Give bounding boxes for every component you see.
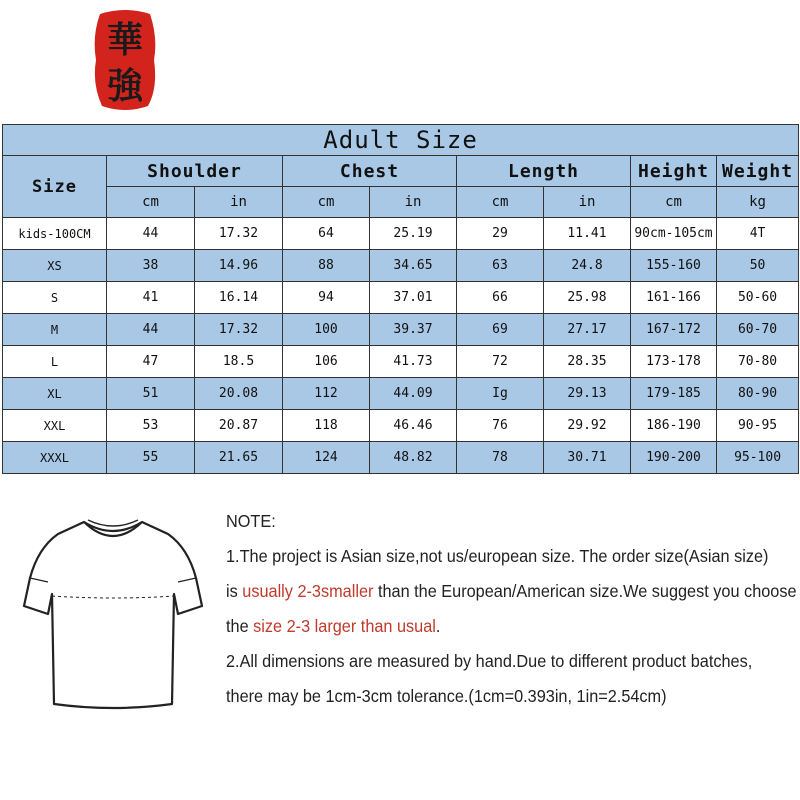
- size-cell: XL: [3, 378, 107, 410]
- size-cell: M: [3, 314, 107, 346]
- table-cell: 16.14: [195, 282, 283, 314]
- table-cell: 39.37: [370, 314, 457, 346]
- shoulder-header: Shoulder: [107, 156, 283, 187]
- brand-seal-logo: [92, 8, 158, 112]
- unit-label: kg: [717, 187, 799, 218]
- table-cell: 4T: [717, 218, 799, 250]
- table-row: [3, 378, 799, 410]
- note-line-3: [226, 612, 756, 647]
- size-cell: kids-100CM: [3, 218, 107, 250]
- table-cell: 55: [107, 442, 195, 474]
- size-column-header: Size: [3, 156, 107, 218]
- note-line-1: 1.The project is Asian size,not us/european size. The order size(Asian size): [226, 546, 769, 566]
- table-cell: 20.08: [195, 378, 283, 410]
- table-row: [3, 250, 799, 282]
- table-row: [3, 442, 799, 474]
- table-cell: 90-95: [717, 410, 799, 442]
- chest-header: Chest: [283, 156, 457, 187]
- size-note: [226, 507, 797, 717]
- table-cell: 124: [283, 442, 370, 474]
- note-line-2-pre: is: [226, 581, 243, 601]
- note-line-5: there may be 1cm-3cm tolerance.(1cm=0.393in, 1in=2.54cm): [226, 686, 667, 706]
- table-cell: 66: [457, 282, 544, 314]
- note-line-2: [226, 577, 797, 612]
- table-cell: 44.09: [370, 378, 457, 410]
- table-cell: 100: [283, 314, 370, 346]
- table-cell: 38: [107, 250, 195, 282]
- table-cell: 30.71: [544, 442, 631, 474]
- logo-char-2: 強: [106, 65, 144, 107]
- table-cell: 24.8: [544, 250, 631, 282]
- unit-label: in: [195, 187, 283, 218]
- note-line-3-pre: the: [226, 616, 254, 636]
- table-cell: 18.5: [195, 346, 283, 378]
- unit-label: cm: [631, 187, 717, 218]
- table-cell: 44: [107, 314, 195, 346]
- table-cell: 94: [283, 282, 370, 314]
- unit-label: cm: [283, 187, 370, 218]
- table-cell: 186-190: [631, 410, 717, 442]
- size-cell: L: [3, 346, 107, 378]
- table-row: [3, 346, 799, 378]
- unit-label: in: [370, 187, 457, 218]
- table-cell: 34.65: [370, 250, 457, 282]
- table-cell: 70-80: [717, 346, 799, 378]
- table-cell: 17.32: [195, 218, 283, 250]
- table-cell: 76: [457, 410, 544, 442]
- table-row: [3, 314, 799, 346]
- table-cell: 95-100: [717, 442, 799, 474]
- size-cell: XXL: [3, 410, 107, 442]
- table-cell: 46.46: [370, 410, 457, 442]
- table-cell: 60-70: [717, 314, 799, 346]
- table-cell: 88: [283, 250, 370, 282]
- size-chart-table: [2, 124, 799, 474]
- table-row: [3, 218, 799, 250]
- unit-label: cm: [457, 187, 544, 218]
- table-cell: 106: [283, 346, 370, 378]
- note-title: NOTE:: [226, 511, 276, 531]
- length-header: Length: [457, 156, 631, 187]
- table-cell: 155-160: [631, 250, 717, 282]
- table-cell: 21.65: [195, 442, 283, 474]
- table-cell: 20.87: [195, 410, 283, 442]
- note-line-3-post: .: [435, 616, 441, 636]
- table-cell: 29.92: [544, 410, 631, 442]
- table-cell: 41.73: [370, 346, 457, 378]
- size-cell: XS: [3, 250, 107, 282]
- weight-header: Weight: [717, 156, 799, 187]
- table-cell: 29: [457, 218, 544, 250]
- table-cell: 28.35: [544, 346, 631, 378]
- table-cell: 90cm-105cm: [631, 218, 717, 250]
- table-cell: 167-172: [631, 314, 717, 346]
- note-line-4: 2.All dimensions are measured by hand.Due to different product batches,: [226, 651, 753, 671]
- table-cell: 78: [457, 442, 544, 474]
- table-cell: 69: [457, 314, 544, 346]
- table-row: [3, 282, 799, 314]
- table-cell: 161-166: [631, 282, 717, 314]
- table-cell: 48.82: [370, 442, 457, 474]
- table-cell: 37.01: [370, 282, 457, 314]
- height-header: Height: [631, 156, 717, 187]
- table-row: [3, 410, 799, 442]
- table-cell: 27.17: [544, 314, 631, 346]
- table-cell: 63: [457, 250, 544, 282]
- table-cell: 50-60: [717, 282, 799, 314]
- size-cell: S: [3, 282, 107, 314]
- logo-char-1: 華: [106, 19, 144, 61]
- table-cell: 47: [107, 346, 195, 378]
- table-cell: 190-200: [631, 442, 717, 474]
- table-cell: 29.13: [544, 378, 631, 410]
- table-cell: 11.41: [544, 218, 631, 250]
- table-cell: 173-178: [631, 346, 717, 378]
- note-highlight-larger: size 2-3 larger than usual: [253, 616, 436, 636]
- note-line-2-post: than the European/American size.We suggest you choose: [373, 581, 797, 601]
- table-cell: 17.32: [195, 314, 283, 346]
- table-cell: 25.98: [544, 282, 631, 314]
- table-cell: 14.96: [195, 250, 283, 282]
- table-title: Adult Size: [3, 125, 799, 156]
- unit-label: in: [544, 187, 631, 218]
- table-cell: 80-90: [717, 378, 799, 410]
- table-cell: 51: [107, 378, 195, 410]
- table-cell: Ig: [457, 378, 544, 410]
- table-cell: 50: [717, 250, 799, 282]
- note-highlight-smaller: usually 2-3smaller: [242, 581, 374, 601]
- table-cell: 41: [107, 282, 195, 314]
- table-cell: 118: [283, 410, 370, 442]
- table-cell: 112: [283, 378, 370, 410]
- table-cell: 44: [107, 218, 195, 250]
- table-cell: 64: [283, 218, 370, 250]
- tshirt-outline-icon: [18, 506, 208, 716]
- table-cell: 179-185: [631, 378, 717, 410]
- table-cell: 72: [457, 346, 544, 378]
- table-cell: 53: [107, 410, 195, 442]
- unit-label: cm: [107, 187, 195, 218]
- table-cell: 25.19: [370, 218, 457, 250]
- size-cell: XXXL: [3, 442, 107, 474]
